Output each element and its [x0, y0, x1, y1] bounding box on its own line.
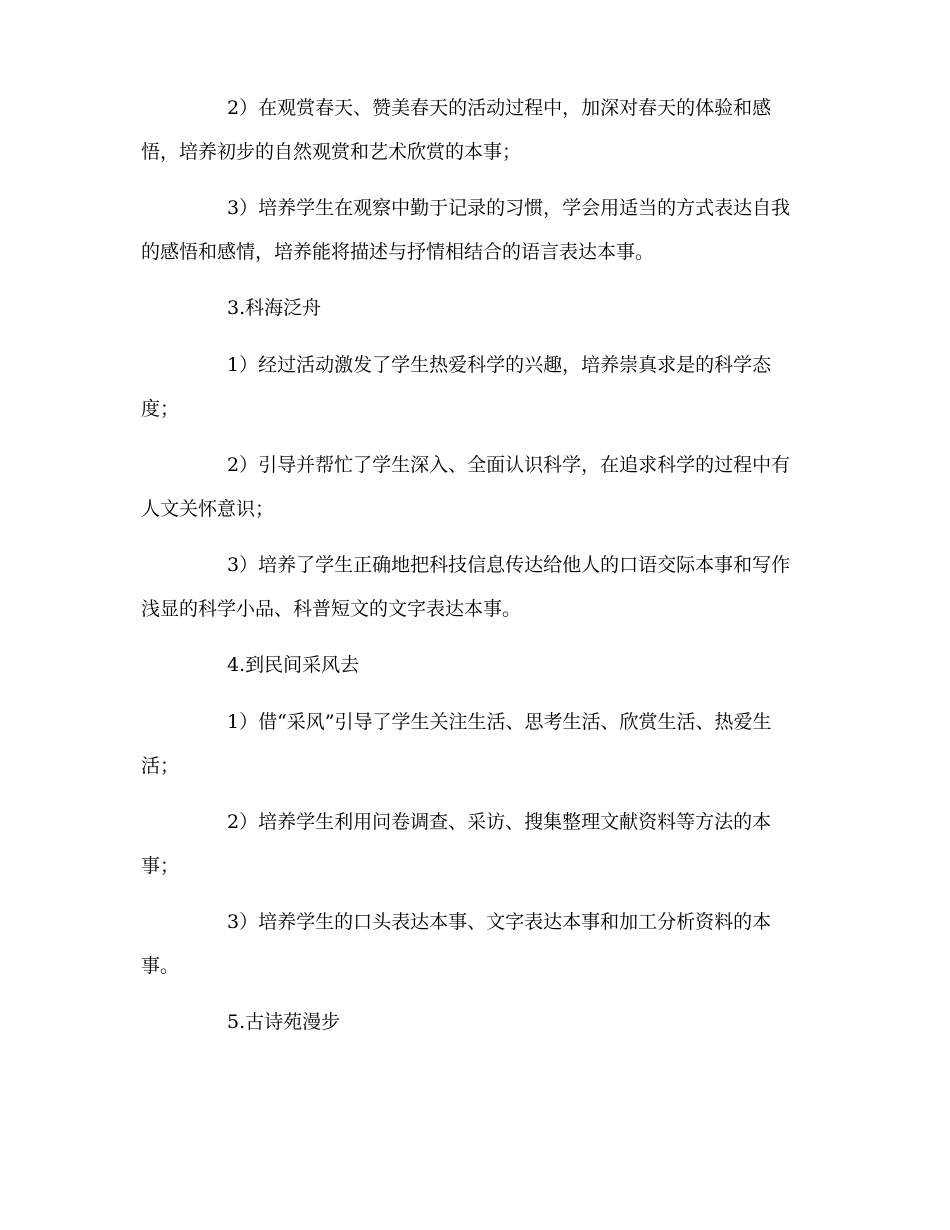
- paragraph-spring-appreciation: 2）在观赏春天、赞美春天的活动过程中，加深对春天的体验和感悟，培养初步的自然观赏和艺术欣赏的本事；: [141, 97, 772, 163]
- paragraph-folk-methods: 2）培养学生利用问卷调查、采访、搜集整理文献资料等方法的本事；: [141, 811, 772, 877]
- paragraph-science-interest: 1）经过活动激发了学生热爱科学的兴趣，培养崇真求是的科学态度；: [141, 354, 772, 420]
- section-heading-folk: 4.到民间采风去: [227, 654, 360, 676]
- paragraph-folk-life: 1）借“采风”引导了学生关注生活、思考生活、欣赏生活、热爱生活；: [141, 711, 772, 777]
- paragraph-science-understanding: 2）引导并帮忙了学生深入、全面认识科学，在追求科学的过程中有人文关怀意识；: [141, 454, 791, 520]
- paragraph-science-communication: 3）培养了学生正确地把科技信息传达给他人的口语交际本事和写作浅显的科学小品、科普短文的文字表达本事。: [141, 554, 791, 620]
- paragraph-folk-expression: 3）培养学生的口头表达本事、文字表达本事和加工分析资料的本事。: [141, 911, 772, 977]
- section-heading-science: 3.科海泛舟: [227, 297, 322, 319]
- section-heading-poetry: 5.古诗苑漫步: [227, 1011, 341, 1033]
- paragraph-observation-record: 3）培养学生在观察中勤于记录的习惯，学会用适当的方式表达自我的感悟和感情，培养能将描述与抒情相结合的语言表达本事。: [141, 197, 791, 263]
